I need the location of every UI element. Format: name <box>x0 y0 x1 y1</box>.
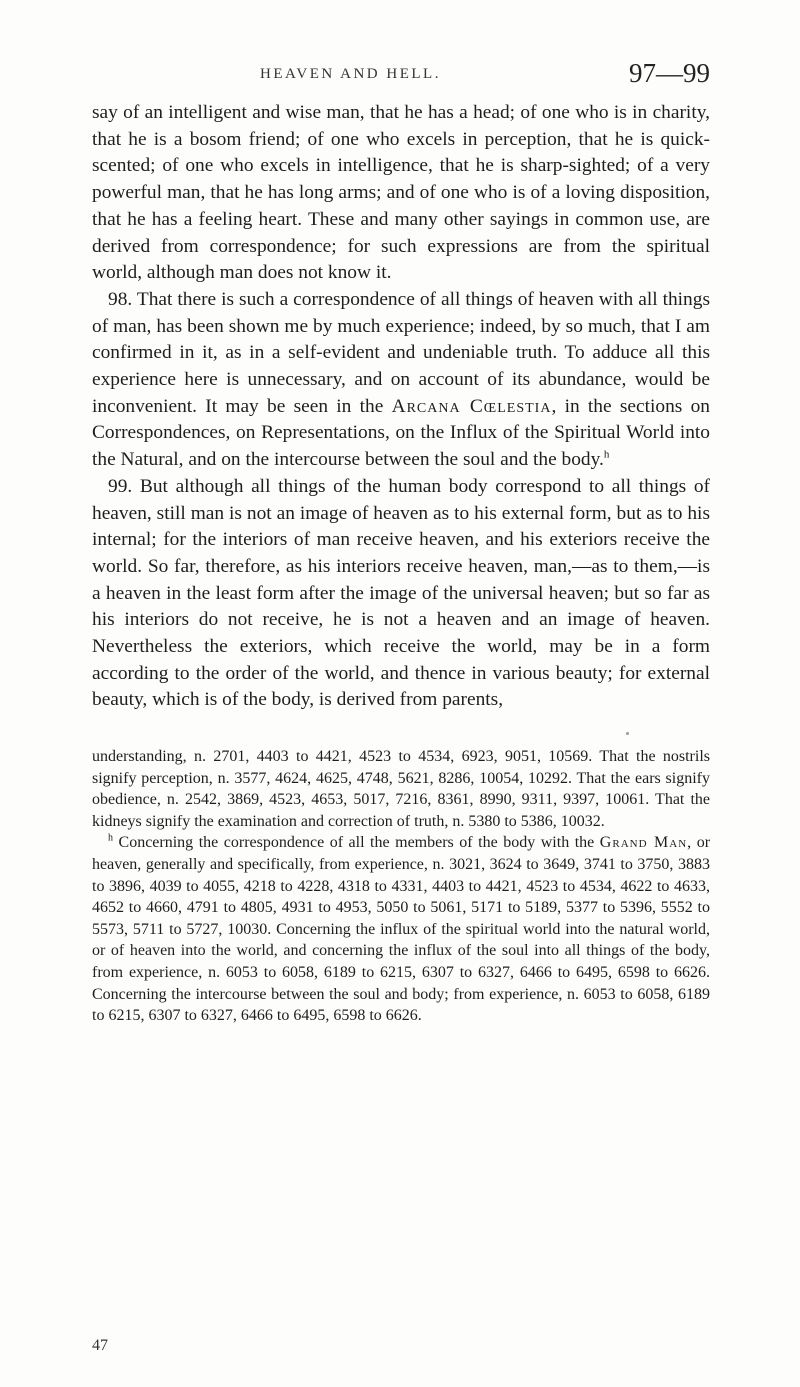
signature-mark: 47 <box>92 1337 108 1354</box>
paragraph-98-text-a: 98. That there is such a correspondence of all things of heaven with all things of man, has been shown me by much experience; indeed, by so much, that I am confirmed in it, as in a self-evident and undeniable truth. To adduce all this experience here is unnecessary, and on account of its abundance, would be inconvenient. It may be seen in the <box>92 288 710 417</box>
footnote-marker-h: h <box>108 833 113 845</box>
separator-dot <box>626 732 629 735</box>
footnote-continued: understanding, n. 2701, 4403 to 4421, 4523 to 4534, 6923, 9051, 10569. That the nostrils signify perception, n. 3577, 4624, 4625, 4748, 5621, 8286, 10054, 10292. That the ears signify obedience, n. 2542, 3869, 4523, 4653, 5017, 7216, 8361, 8990, 9311, 9397, 10061. That the kidneys signify the examination and correction of truth, n. 5380 to 5386, 10032. <box>92 748 710 830</box>
footnote-h-text-b: , or heaven, generally and specifically, from experience, n. 3021, 3624 to 3649, 3741 to 3750, 3883 to 3896, 4039 to 4055, 4218 to 4228, 4318 to 4331, 4403 to 4421, 4523 to 4534, 4622 to 4633, 4652 to 4660, 4791 to 4805, 4931 to 4953, 5050 to 5061, 5171 to 5189, 5377 to 5396, 5552 to 5573, 5711 to 5727, 10030. Concerning the influx of the spiritual world into the natural world, or of heaven into the world, and concerning the influx of the soul into all things of the body, from experience, n. 6053 to 6058, 6189 to 6215, 6307 to 6327, 6466 to 6495, 6598 to 6626. Concerning the intercourse between the soul and body; from experience, n. 6053 to 6058, 6189 to 6215, 6307 to 6327, 6466 to 6495, 6598 to 6626. <box>92 834 711 1025</box>
paragraph-97-continued: say of an intelligent and wise man, that he has a head; of one who is in charity, that he is a bosom friend; of one who excels in perception, that he is quick-scented; of one who excels in intelligence, that he is sharp-sighted; of a very powerful man, that he has long arms; and of one who is of a loving disposition, that he has a feeling heart. These and many other sayings in common use, are derived from correspondence; for such expressions are from the spiritual world, although man does not know it. <box>92 102 710 284</box>
running-head <box>90 58 710 90</box>
arcana-coelestia-title: Arcana Cœlestia <box>391 395 552 417</box>
paragraph-98 <box>92 287 710 474</box>
main-text <box>92 100 710 714</box>
grand-man-term: Grand Man <box>599 834 688 852</box>
paragraph-98-text-b: , in the sections on Correspondences, on Representations, on the Influx of the Spiritual World into the Natural, and on the intercourse between the soul and the body. <box>92 395 710 471</box>
footnotes <box>92 746 710 1027</box>
footnote-h <box>92 832 710 1026</box>
footnote-reference-h[interactable]: h <box>603 448 610 461</box>
running-title: HEAVEN AND HELL. <box>260 66 441 82</box>
page-range: 97—99 <box>629 58 710 88</box>
footnote-h-text-a: Concerning the correspondence of all the members of the body with the <box>118 834 595 852</box>
paragraph-99: 99. But although all things of the human body correspond to all things of heaven, still man is not an image of heaven as to his external form, but as to his internal; for the interiors of man receive heaven, and his exteriors receive the world. So far, therefore, as his interiors receive heaven, man,—as to them,—is a heaven in the least form after the image of the universal heaven; but so far as his interiors do not receive, he is not a heaven and an image of heaven. Nevertheless the exteriors, which receive the world, may be in a form according to the order of the world, and thence in various beauty; for external beauty, which is of the body, is derived from parents, <box>92 475 710 711</box>
